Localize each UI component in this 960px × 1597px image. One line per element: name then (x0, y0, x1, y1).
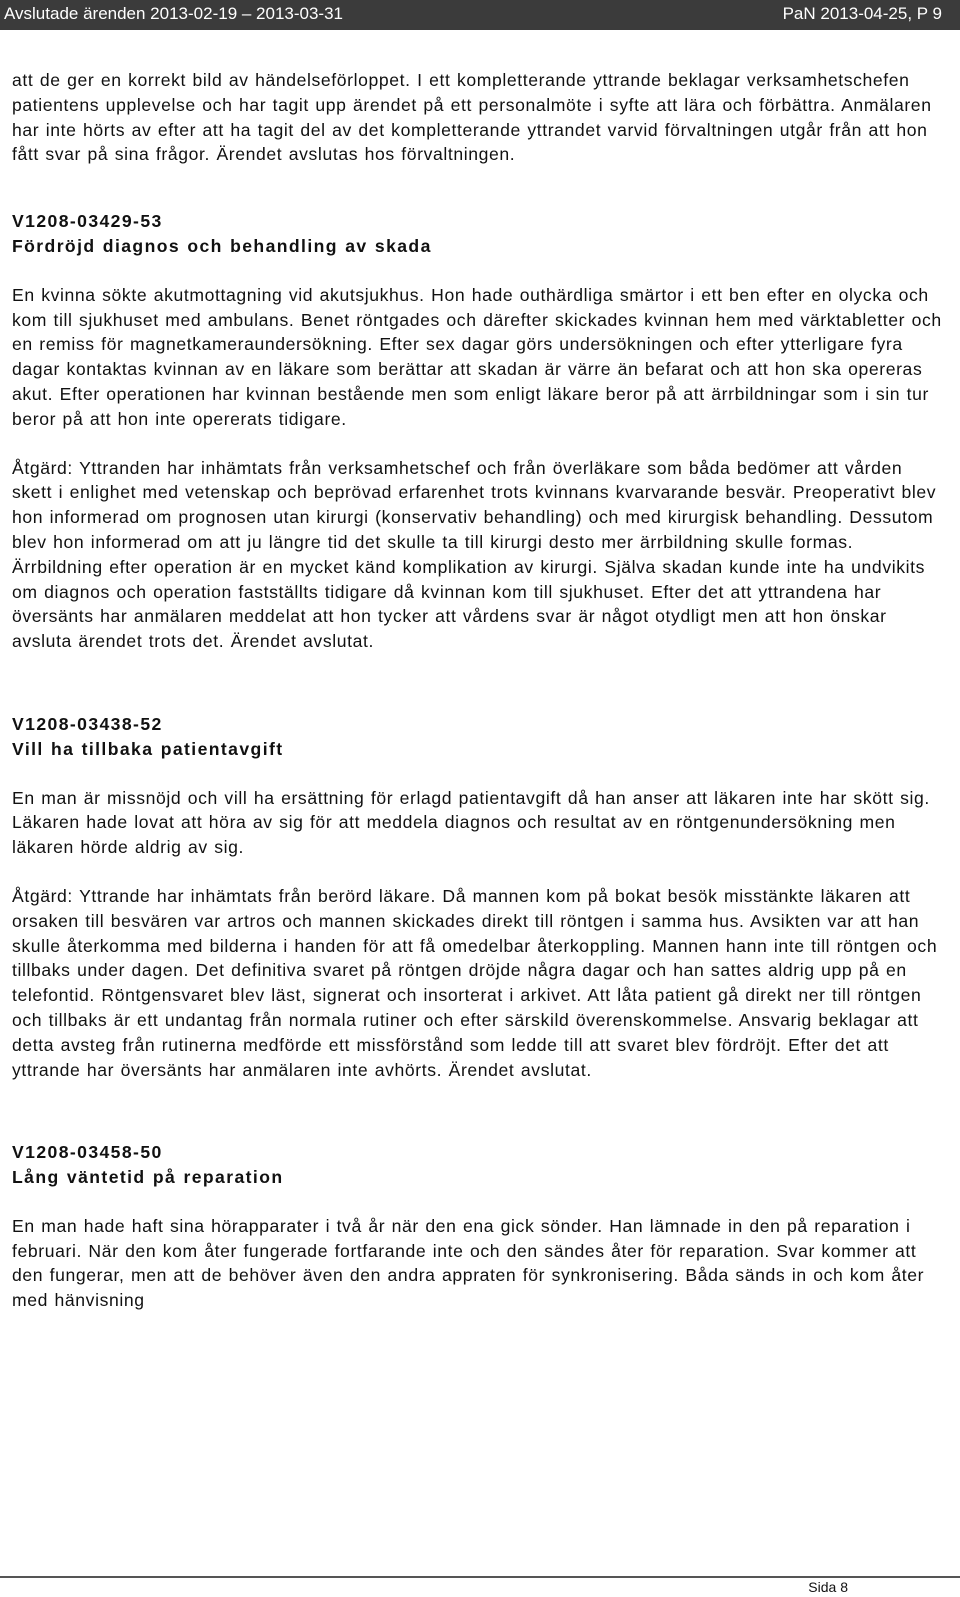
intro-paragraph: att de ger en korrekt bild av händelseförloppet. I ett kompletterande yttrande beklagar verksamhetschefen patientens upplevelse och har tagit upp ärendet på ett personalmöte i syfte att lära och förbättra. Anmälaren har inte hörts av efter att ha tagit del av det kompletterande yttrandet varvid förvaltningen utgår från att hon fått svar på sina frågor. Ärendet avslutas hos förvaltningen. (12, 70, 932, 165)
case-title: Fördröjd diagnos och behandling av skada (12, 235, 432, 256)
header-document-title: Avslutade ärenden 2013-02-19 – 2013-03-31 (4, 4, 344, 23)
case-title: Lång väntetid på reparation (12, 1167, 284, 1188)
case-description: En man hade haft sina hörapparater i två år när den ena gick sönder. Han lämnade in den på reparation i februari. När den kom åter fungerade fortfarande inte och den sändes åter för reparation. Svar kommer att den fungerar, men att de behöver även den andra appraten för synkronisering. Båda sänds in och kom åter med hänvisning (12, 1215, 925, 1311)
document-body (12, 68, 942, 1313)
page-footer (0, 1576, 960, 1597)
case-title: Vill ha tillbaka patientavgift (12, 738, 284, 759)
case-action: Åtgärd: Yttrande har inhämtats från berörd läkare. Då mannen kom på bokat besök misstänkte läkaren att orsaken till besvären var artros och mannen skickades direkt till röntgen i samma hus. Avsikten var att han skulle återkomma med bilderna i handen för att få omedelbar återkoppling. Mannen hann inte till röntgen och tillbaks under dagen. Det definitiva svaret på röntgen dröjde några dagar och han sattes aldrig upp på en telefontid. Röntgensvaret blev läst, signerat och insorterat i arkivet. Att låta patient gå direkt ner till röntgen och tillbaks är ett undantag från normala rutiner och efter särskild överenskommelse. Ansvarig beklagar att detta avsteg från rutinerna medförde ett missförstånd som ledde till att svaret blev fördröjt. Efter det att yttrande har översänts har anmälaren inte avhörts. Ärendet avslutat. (12, 885, 938, 1080)
case-id: V1208-03429-53 (12, 211, 163, 232)
case-action: Åtgärd: Yttranden har inhämtats från verksamhetschef och från överläkare som båda bedömer att vården skett i enlighet med vetenskap och beprövad erfarenhet trots kvinnans kvarvarande besvär. Preoperativt blev hon informerad om prognosen utan kirurgi (konservativ behandling) och med kirurgisk behandling. Dessutom blev hon informerad om att ju längre tid det skulle ta till kirurgi desto mer ärrbildning skulle formas. Ärrbildning efter operation är en mycket känd komplikation av kirurgi. Själva skadan kunde inte ha undvikits om diagnos och operation fastställts tidigare då kvinnan kom till sjukhuset. Efter det att yttrandena har översänts har anmälaren meddelat att hon tycker att vårdens svar är något otydligt men att hon önskar avsluta ärendet trots det. Ärendet avslutat. (12, 457, 937, 652)
footer-divider (0, 1576, 960, 1578)
page-number: Sida 8 (808, 1579, 848, 1595)
case-id: V1208-03438-52 (12, 713, 163, 734)
case-description: En man är missnöjd och vill ha ersättning för erlagd patientavgift då han anser att läkaren inte har skött sig. Läkaren hade lovat att höra av sig för att meddela diagnos och resultat av en röntgenundersökning men läkaren hörde aldrig av sig. (12, 787, 930, 858)
case-id: V1208-03458-50 (12, 1142, 163, 1163)
header-reference: PaN 2013-04-25, P 9 (782, 4, 942, 23)
case-description: En kvinna sökte akutmottagning vid akutsjukhus. Hon hade outhärdliga smärtor i ett ben efter en olycka och kom till sjukhuset med ambulans. Benet röntgades och därefter skickades kvinnan hem med värktabletter och en remiss för magnetkameraundersökning. Efter sex dagar görs undersökningen och efter ytterligare fyra dagar kontaktas kvinnan av en läkare som berättar att skadan är värre än befarat och att hon ska opereras akut. Efter operationen har kvinnan bestående men som enligt läkare beror på att ärrbildningar som i sin tur beror på att hon inte opererats tidigare. (12, 284, 942, 429)
page-header (0, 0, 960, 30)
